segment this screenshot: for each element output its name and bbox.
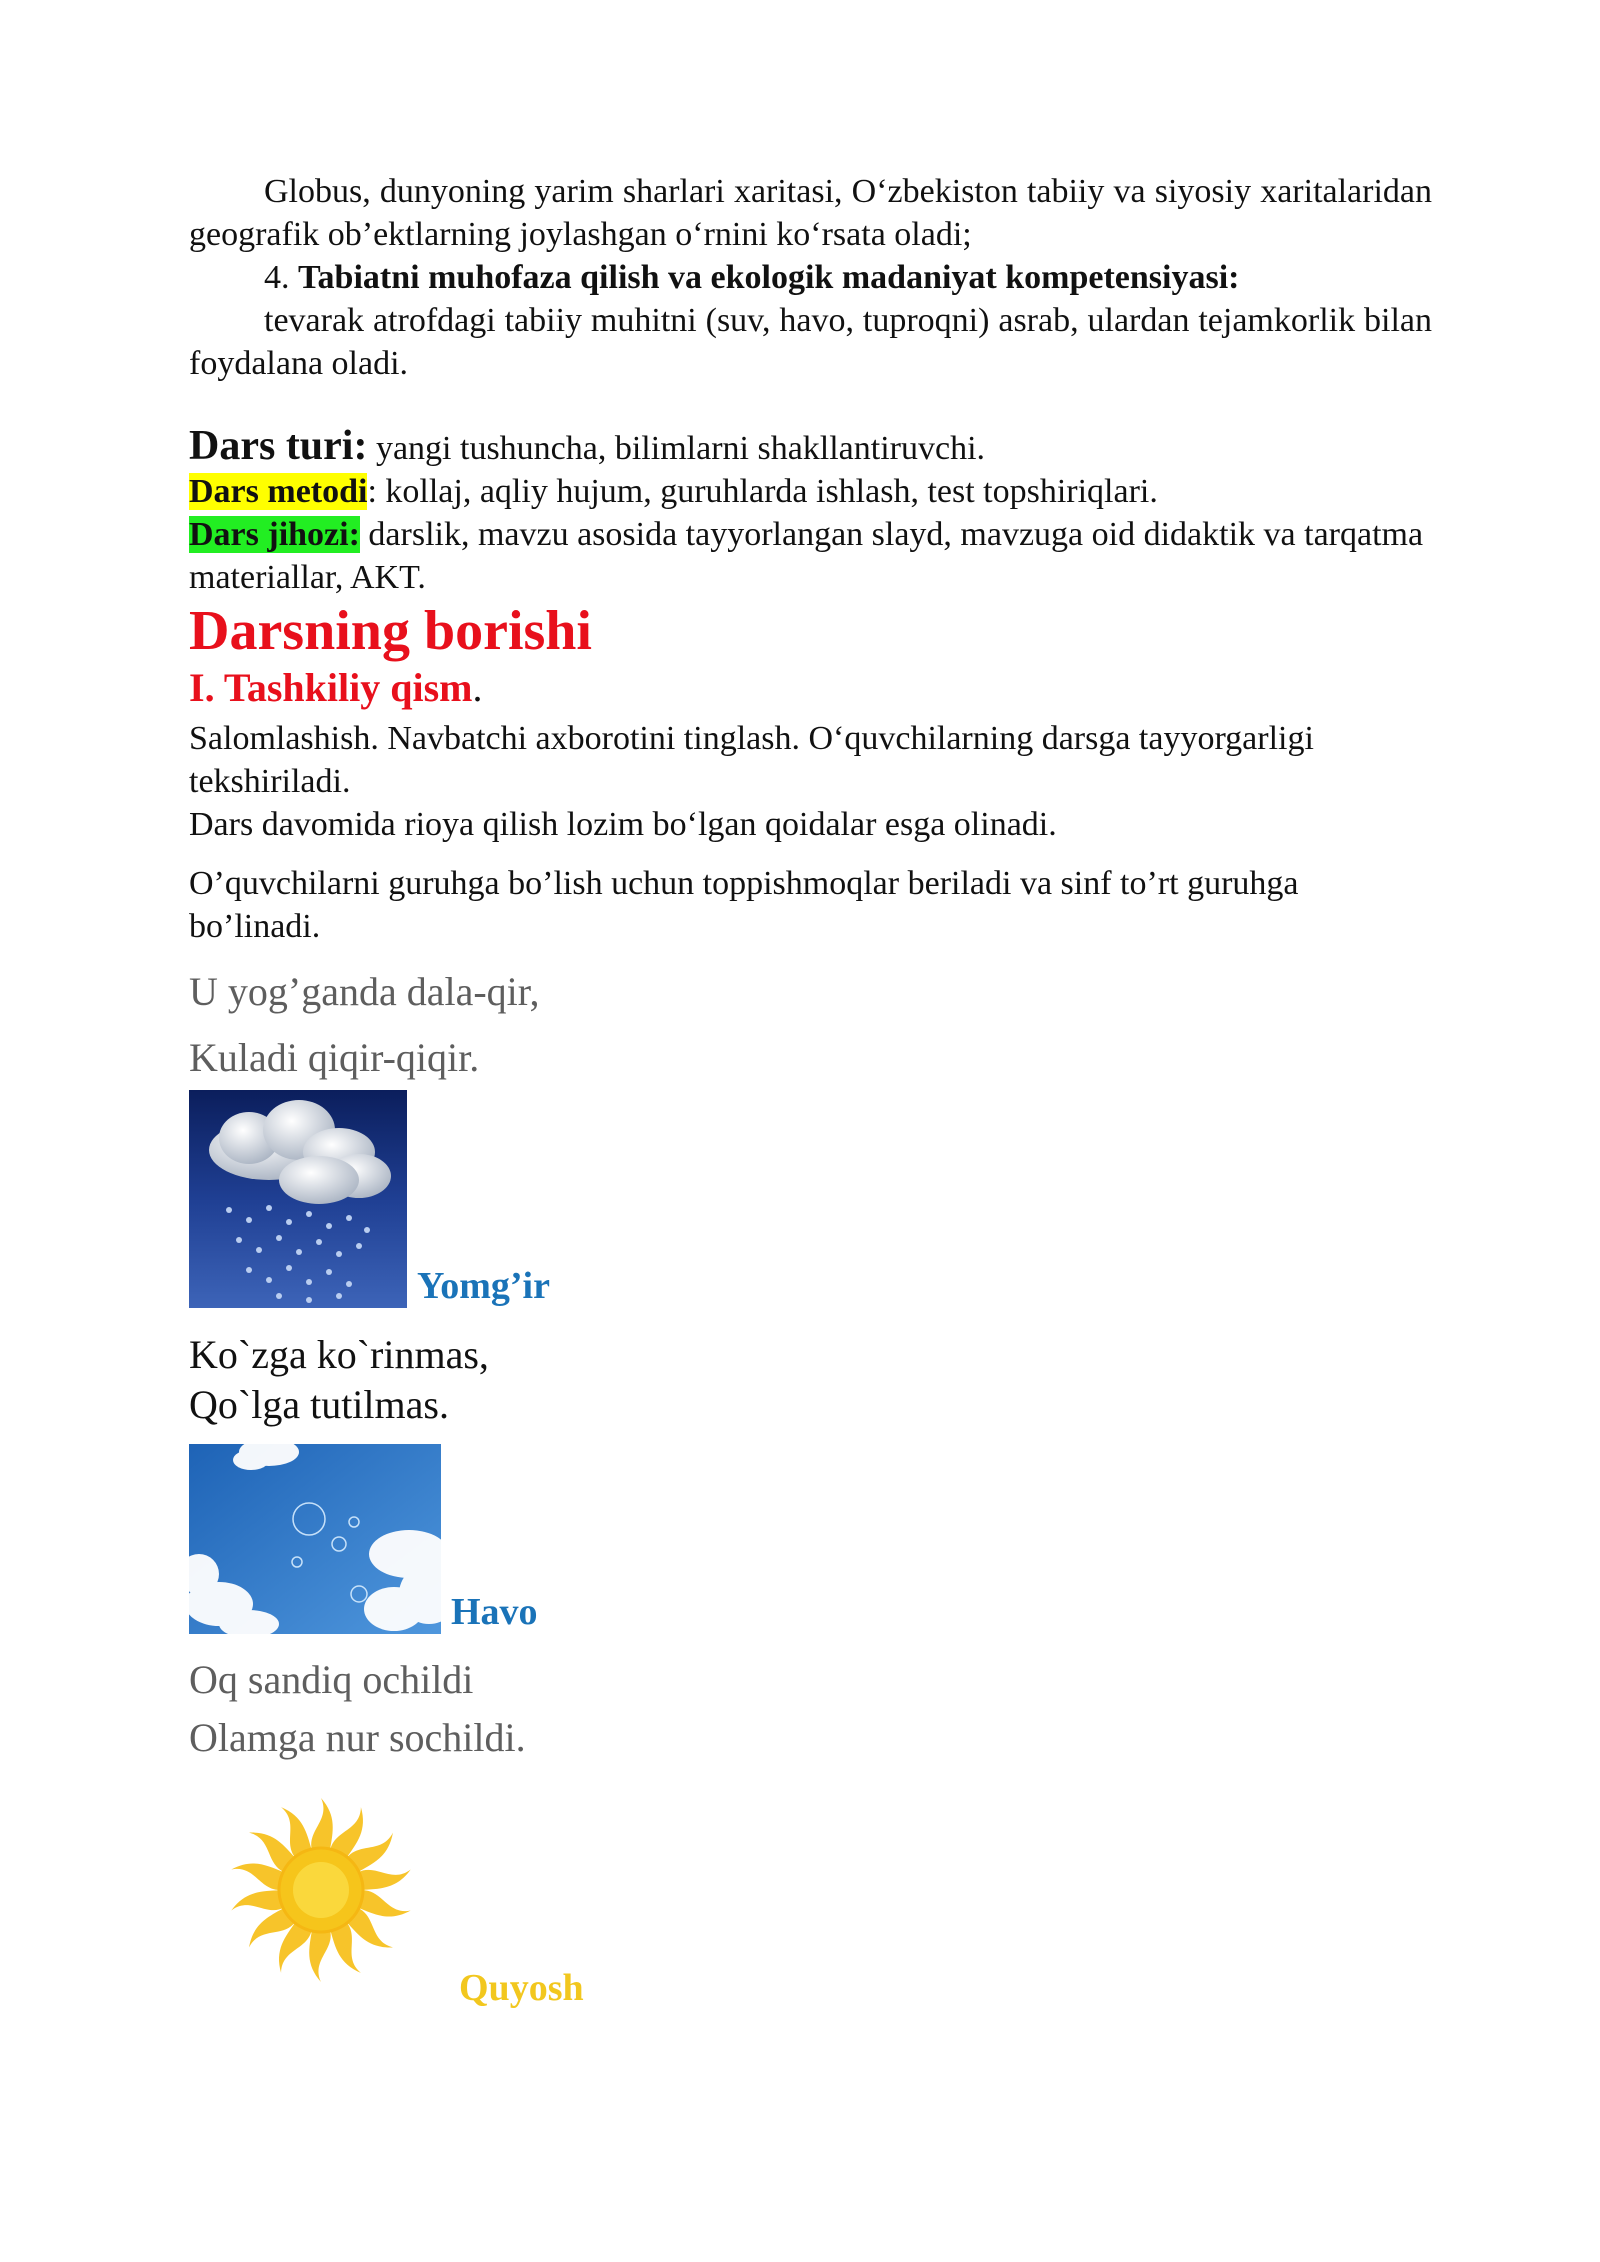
riddle-3-line-1: Oq sandiq ochildi (189, 1657, 474, 1702)
lesson-type-value: yangi tushuncha, bilimlarni shakllantiruvchi. (375, 430, 986, 467)
section-1-title-dot: . (472, 665, 483, 710)
riddle-2-line-1: Ko`zga ko`rinmas, (189, 1332, 489, 1377)
riddle-2-answer-row (189, 1444, 1432, 1634)
document-page (189, 170, 1432, 2020)
riddle-3-answer: Quyosh (459, 1967, 584, 2009)
intro-text: Globus, dunyoning yarim sharlari xaritasi, O‘zbekiston tabiiy va siyosiy xaritalaridan geografik ob’ektlarning joylashgan o‘rnini ko‘rsata oladi; (189, 173, 1432, 253)
riddle-2-answer: Havo (451, 1591, 538, 1633)
sun-icon (189, 1784, 449, 2020)
competency-text: tevarak atrofdagi tabiiy muhitni (suv, havo, tuproqni) asrab, ulardan tejamkorlik bilan foydalana oladi. (189, 302, 1432, 382)
rain-cloud-icon (189, 1090, 407, 1308)
section-1-title-text: I. Tashkiliy qism (189, 665, 473, 710)
riddle-1-line-2: Kuladi qiqir-qiqir. (189, 1035, 480, 1080)
lesson-method-value: : kollaj, aqliy hujum, guruhlarda ishlash, test topshiriqlari. (367, 473, 1158, 510)
riddle-2-line-2: Qo`lga tutilmas. (189, 1382, 449, 1427)
competency-4-text (189, 299, 1432, 385)
competency-number: 4. (264, 259, 290, 296)
riddle-3-line-2: Olamga nur sochildi. (189, 1715, 526, 1760)
sun-ray (309, 1930, 330, 1982)
competency-4-heading (189, 256, 1432, 299)
lesson-equipment-label: Dars jihozi: (189, 516, 360, 553)
competency-title: Tabiatni muhofaza qilish va ekologik madaniyat kompetensiyasi: (298, 259, 1240, 296)
lesson-equipment (189, 513, 1432, 599)
section-1-title (189, 663, 1432, 713)
riddle-1-answer-row (189, 1090, 1432, 1308)
lesson-method-label: Dars metodi (189, 473, 368, 510)
lesson-equipment-value: darslik, mavzu asosida tayyorlangan slayd, mavzuga oid didaktik va tarqatma materiallar, AKT. (189, 516, 1424, 596)
section-1-para-2: Dars davomida rioya qilish lozim bo‘lgan qoidalar esga olinadi. (189, 806, 1057, 843)
section-1-para-1: Salomlashish. Navbatchi axborotini tinglash. O‘quvchilarning darsga tayyorgarligi tekshiriladi. (189, 720, 1314, 800)
lesson-type-label: Dars turi: (189, 423, 368, 469)
sun-ray (311, 1798, 332, 1850)
section-1-para-3: O’quvchilarni guruhga bo’lish uchun toppishmoqlar beriladi va sinf to’rt guruhga bo’linadi. (189, 865, 1299, 945)
riddle-3-answer-row (189, 1784, 1432, 2020)
lesson-type (189, 425, 1432, 470)
progress-title: Darsning borishi (189, 600, 592, 662)
riddle-1-line-1: U yog’ganda dala-qir, (189, 969, 540, 1014)
riddle-1-answer: Yomg’ir (417, 1265, 550, 1307)
sky-bubbles-icon (189, 1444, 441, 1634)
intro-paragraph (189, 170, 1432, 256)
lesson-method (189, 470, 1432, 513)
